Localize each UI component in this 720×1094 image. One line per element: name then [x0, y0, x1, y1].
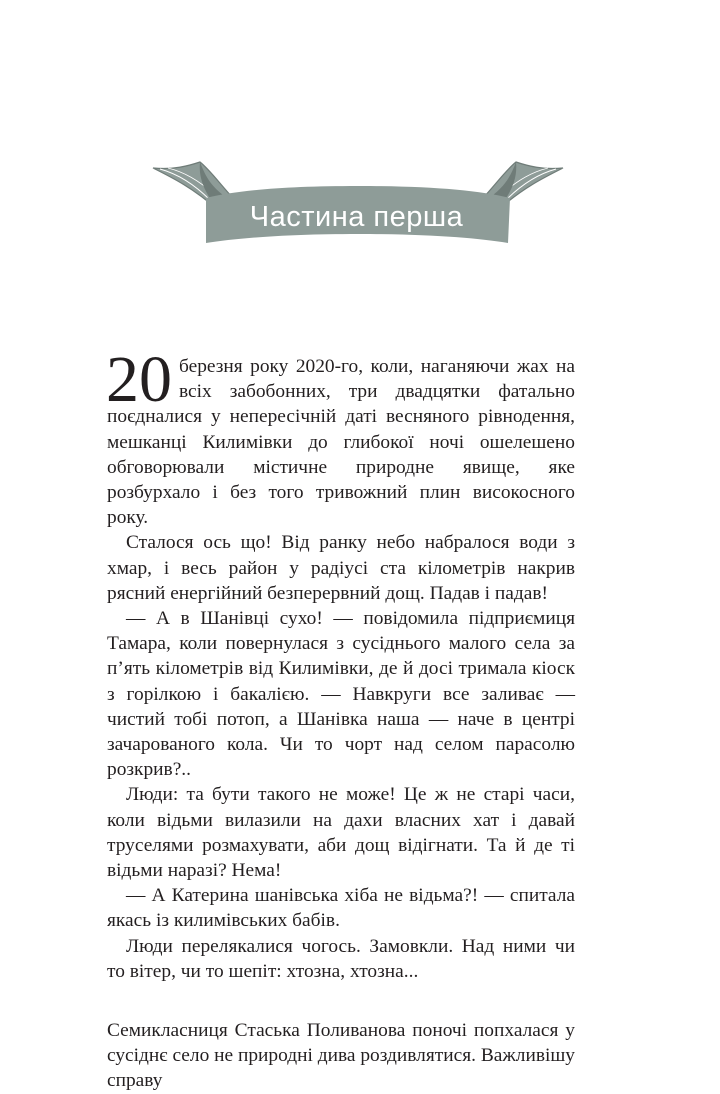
paragraph: — А Катерина шанівська хіба не відьма?! — спитала якась із килимівських бабів.: [107, 885, 575, 932]
section-break: [107, 984, 575, 1018]
paragraph: 20 березня року 2020-го, коли, наганяючи жах на всіх забобонних, три двадцятки фатально поєдналися у непересічній даті весняного рівнодення, мешканці Килимівки до глибокої ночі ошелешено обговорювали містичне природне явище, яке розбурхало і без того тривожний плин високосного року.: [106, 343, 575, 529]
paragraph: Сталося ось що! Від ранку небо набралося води з хмар, і весь район у радіусі ста кілометрів накрив рясний енергійний безперервний дощ. Падав і падав!: [107, 532, 575, 604]
paragraph: Люди: та бути такого не може! Це ж не старі часи, коли відьми вилазили на дахи власних хат і давай труселями розмахувати, аби дощ відігнати. Та й де ті відьми наразі? Нема!: [107, 784, 575, 882]
chapter-title: Частина перша: [249, 201, 464, 233]
paragraph: Семикласниця Стаська Поливанова поночі попхалася у сусіднє село не природні дива роздивлятися. Важливішу справу: [107, 1020, 575, 1092]
drop-cap: 20: [106, 343, 172, 416]
paragraph: — А в Шанівці сухо! — повідомила підприємиця Тамара, коли повернулася з сусіднього малого села за п’ять кілометрів від Килимівки, де й досі тримала кіоск з горілкою і бакалією. — Навкруги все заливає — чистий тобі потоп, а Шанівка наша — наче в центрі зачарованого кола. Чи то чорт над селом парасолю розкрив?..: [107, 608, 575, 781]
body-text: [106, 343, 575, 1094]
paragraph: Люди перелякалися чогось. Замовкли. Над ними чи то вітер, чи то шепіт: хтозна, хтозна...: [107, 935, 575, 982]
chapter-banner: [148, 148, 568, 258]
